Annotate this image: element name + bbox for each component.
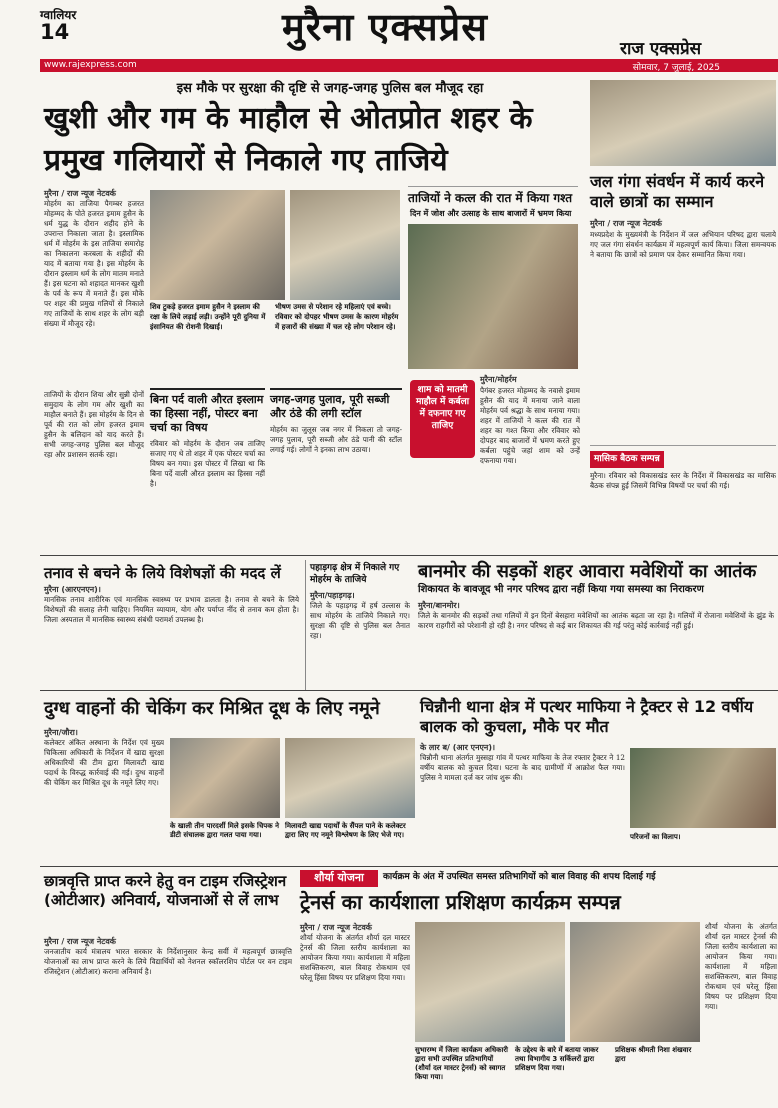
night-subheadline: दिन में जोश और उत्साह के साथ बाजारों में भ्रमण किया xyxy=(410,209,572,218)
hill-byline: मुरैना/पहाड़गढ़। xyxy=(310,591,355,600)
milk-headline: दुग्ध वाहनों की चेकिंग कर मिश्रित दूध के लिए नमूने xyxy=(44,698,380,719)
stall-box-body: मोहर्रम का जुलूस जब नगर में निकला तो जगह-जगह पुलाव, पूरी सब्जी और ठंडे पानी की स्टॉल लगाई गई। लोगों ने इनका लाभ उठाया। xyxy=(270,425,402,454)
site-url[interactable]: www.rajexpress.com xyxy=(44,60,137,70)
milk-byline: मुरैना/जौरा। xyxy=(44,728,78,737)
mafia-headline: चिन्नौनी थाना क्षेत्र में पत्थर माफिया ने ट्रैक्टर से 12 वर्षीय बालक को कुचला, मौके पर मौत xyxy=(420,697,754,736)
workshop-byline: मुरैना / राज न्यूज नेटवर्क xyxy=(300,923,372,932)
issue-date: सोमवार, 7 जुलाई, 2025 xyxy=(632,63,720,73)
workshop-headline: ट्रेनर्स का कार्यशाला प्रशिक्षण कार्यक्रम सम्पन्न xyxy=(300,890,621,914)
milk-body: कलेक्टर अंकित अस्थाना के निर्देश एवं मुख्य चिकित्सा अधिकारी के निर्देशन में खाद्य सुरक्षा अधिकारियों की टीम द्वारा मिलावटी खाद्य पदार्थ के विरुद्ध कार्रवाई की गई। दुग्ध वाहनों की चेकिंग कर मिश्रित दूध के नमूने लिए गए। xyxy=(44,738,164,787)
poster-box-body: रविवार को मोहर्रम के दौरान जब ताजिए सजाए गए थे तो शहर में एक पोस्टर चर्चा का विषय बन गया। इस पोस्टर में लिखा था कि बिना पर्दे वाली औरत इस्लाम का हिस्सा नहीं है। xyxy=(150,439,265,488)
lead-kicker: इस मौके पर सुरक्षा की दृष्टि से जगह-जगह पुलिस बल मौजूद रहा xyxy=(176,81,484,96)
milk-photo-1 xyxy=(170,738,280,818)
lead-photo-caption-2: भीषण उमस से परेशान रहे महिलाएं एवं बच्चे। रविवार को दोपहर भीषण उमस के कारण मोहर्रम में हजारों की संख्या में चल रहे लोग परेशान रहे। xyxy=(275,303,399,331)
mafia-photo xyxy=(630,748,776,828)
lead-body-col2: ताजियों के दौरान शिया और सुन्नी दोनों समुदाय के लोग गम और खुशी का माहौल बनाते हैं। इस मोहर्रम के दिन से पूर्व की रात को लोग हजरत इमाम हुसैन के बलिदान को याद करते हैं। सभी जगह-जगह पुलिस बल मौजूद रहा और प्रशासन सतर्क रहा। xyxy=(44,390,144,459)
mafia-byline: के लार ब/ (आर एनएन)। xyxy=(420,743,496,752)
brand-name: राज एक्सप्रेस xyxy=(620,39,702,59)
scholar-body: जनजातीय कार्य मंत्रालय भारत सरकार के निर्देशानुसार केन्द्र सर्वी में महत्वपूर्ण छात्रवृत्ति योजनाओं का लाभ प्राप्त करने के लिये विद्यार्थियों को नेशनल स्कॉलरशिप पोर्टल पर वन टाइम रजिस्ट्रेशन (ओटीआर) कराना अनिवार्य है। xyxy=(44,947,292,976)
lead-photo-caption-1: शिव टुकड़े हजरत इमाम हुसैन ने इस्लाम की रक्षा के लिये लड़ाई लड़ी। उन्होंने पूरी दुनिया में इंसानियत की रोशनी दिखाई। xyxy=(150,303,266,331)
edition-city: ग्वालियर xyxy=(40,8,77,22)
health-byline: मुरैना (आरएनएन)। xyxy=(44,585,101,594)
workshop-photo-2 xyxy=(570,922,700,1042)
workshop-tag: शौर्या योजना xyxy=(300,870,378,887)
poster-box xyxy=(150,388,265,548)
cattle-body: जिले के बानमोर की सड़कों तथा गलियों में इन दिनों बेसहारा मवेशियों का आतंक बढ़ता जा रहा है। गलियों में रोजाना मवेशियों के झुंड के कारण राहगीरों को परेशानी हो रही है। नगर परिषद से कई बार शिकायत की गई परंतु कोई कार्रवाई नहीं हुई। xyxy=(418,611,774,630)
hill-body: जिले के पहाड़गढ़ में हर्ष उल्लास के साथ मोहर्रम के ताजिये निकाले गए। सुरक्षा की दृष्टि से पुलिस बल तैनात रहा। xyxy=(310,601,410,640)
milk-photo-caption-2: मिलावटी खाद्य पदार्थों के सैंपल पाने के कलेक्टर द्वारा लिए गए नमूने विश्लेषण के लिए भेजे गए। xyxy=(285,822,406,839)
meeting-title: मासिक बैठक सम्पन्न xyxy=(590,451,664,468)
workshop-caption-3: प्रशिक्षक श्रीमती निशा शंखवार द्वारा xyxy=(615,1046,692,1063)
water-headline: जल गंगा संवर्धन में कार्य करने वाले छात्रों का सम्मान xyxy=(590,172,765,211)
night-headline: ताजियों ने कत्ल की रात में किया गश्त xyxy=(408,191,573,205)
water-body: मध्यप्रदेश के मुख्यमंत्री के निर्देशन में जल अभियान परिषद द्वारा चलाये गए जल गंगा संवर्धन कार्यक्रम में महत्वपूर्ण कार्य किया। जिला समन्वयक ने बताया कि छात्रों को प्रमाण पत्र देकर सम्मानित किया गया। xyxy=(590,230,776,259)
mafia-photo-caption: परिजनों का विलाप। xyxy=(630,833,681,841)
health-body: मानसिक तनाव शारीरिक एवं मानसिक स्वास्थ्य पर प्रभाव डालता है। तनाव से बचने के लिये विशेषज्ञों की सलाह लेनी चाहिए। नियमित व्यायाम, योग और पर्याप्त नींद से तनाव कम होता है। जिला अस्पताल में मानसिक स्वास्थ्य संबंधी परामर्श उपलब्ध है। xyxy=(44,595,299,624)
night-body: पैगंबर हजरत मोहम्मद के नवासे इमाम हुसैन की याद में मनाया जाने वाला मोहर्रम पर्व श्रद्धा के साथ मनाया गया। शहर में ताजियों ने कत्ल की रात में शहर का गश्त किया और रविवार को दोपहर बाद बाजारों में भ्रमण करते हुए कर्बला पहुंचे जहां शाम को उन्हें दफनाया गया। xyxy=(480,386,580,465)
stall-box xyxy=(270,388,402,548)
mafia-body: चिन्नौनी थाना अंतर्गत मुस्सहा गांव में पत्थर माफिया के तेज रफ्तार ट्रैक्टर ने 12 वर्षीय बालक को कुचल दिया। घटना के बाद ग्रामीणों में आक्रोश फैल गया। पुलिस ने मामला दर्ज कर जांच शुरू की। xyxy=(420,753,625,782)
lead-body-col1: मोहर्रम का ताजिया पैगम्बर हजरत मोहम्मद के पोते हजरत इमाम हुसैन के धर्म युद्ध के दौरान शहीद होने के उपरान्त निकाला जाता है। इस्लामिक धर्म में मोहर्रम के इस ताजिया समारोह का निकालना करबला के शहीदों की याद में बताया गया है। इस मोहर्रम के दौरान इस्लाम धर्म के लोग मातम मनाते हैं। इस घटना को शहादत मानकर खुशी के पर्व के रूप में मनाते हैं। इस मौके पर शहर की प्रमुख गलियों से निकाले गए ताजियों के साथ शहर के लोग बड़ी संख्या में मौजूद रहे। xyxy=(44,199,144,328)
workshop-photo-1 xyxy=(415,922,565,1042)
workshop-body: शौर्या योजना के अंतर्गत शौर्या दल मास्टर ट्रेनर्स की जिला स्तरीय कार्यशाला का आयोजन किया गया। कार्यशाला में महिला सशक्तिकरण, बाल विवाह रोकथाम एवं घरेलू हिंसा विषय पर प्रशिक्षण दिया गया। xyxy=(300,933,410,982)
meeting-body: मुरैना। रविवार को विकासखंड स्तर के निर्देश में विकासखंड का मासिक बैठक संपन्न हुई जिसमें विभिन्न विषयों पर चर्चा की गई। xyxy=(590,471,776,490)
scholar-byline: मुरैना / राज न्यूज नेटवर्क xyxy=(44,937,116,946)
workshop-caption-1: सुभारम्भ में जिला कार्यक्रम अधिकारी द्वारा सभी उपस्थित प्रतिभागियों (शौर्या दल मास्टर ट्रेनर्स) को स्वागत किया गया। xyxy=(415,1046,508,1081)
health-headline: तनाव से बचने के लिये विशेषज्ञों की मदद लें xyxy=(44,564,281,582)
night-photo xyxy=(408,224,578,369)
meeting-box xyxy=(590,445,776,550)
milk-photo-caption-1: के खाली तीन पारदर्शी मिले इसके चिपक ने डीटी संचालक द्वारा गलत पाया गया। xyxy=(170,822,279,839)
lead-photo-crowd xyxy=(290,190,400,300)
water-byline: मुरैना / राज न्यूज नेटवर्क xyxy=(590,219,662,228)
cattle-byline: मुरैना/बानमोर। xyxy=(418,601,460,610)
workshop-body-col2: शौर्या योजना के अंतर्गत शौर्या दल मास्टर ट्रेनर्स की जिला स्तरीय कार्यशाला का आयोजन किया गया। कार्यशाला में महिला सशक्तिकरण, बाल विवाह रोकथाम एवं घरेलू हिंसा विषय पर प्रशिक्षण दिया गया। xyxy=(705,922,777,1011)
night-byline: मुरैना/मोहर्रम xyxy=(480,375,517,384)
page-number: 14 xyxy=(40,20,70,44)
milk-photo-2 xyxy=(285,738,415,818)
header-strip xyxy=(40,59,778,72)
workshop-kicker: कार्यक्रम के अंत में उपस्थित समस्त प्रतिभागियों को बाल विवाह की शपथ दिलाई गई xyxy=(383,872,656,882)
cattle-headline: बानमोर की सड़कों शहर आवारा मवेशियों का आतंक xyxy=(418,561,757,582)
night-callout: शाम को मातमी माहौल में कर्बला में दफनाए गए ताजिए xyxy=(410,380,475,458)
stall-box-title: जगह-जगह पुलाव, पूरी सब्जी और ठंडे की लगी स्टॉल xyxy=(270,393,390,420)
lead-byline: मुरैना / राज न्यूज नेटवर्क xyxy=(44,189,116,198)
cattle-subheadline: शिकायत के बावजूद भी नगर परिषद द्वारा नहीं किया गया समस्या का निराकरण xyxy=(418,584,704,595)
water-photo xyxy=(590,80,776,166)
scholar-headline: छात्रवृत्ति प्राप्त करने हेतु वन टाइम रजिस्ट्रेशन (ओटीआर) अनिवार्य, योजनाओं से लें लाभ xyxy=(44,872,287,909)
lead-photo-procession xyxy=(150,190,285,300)
lead-headline: खुशी और गम के माहौल से ओतप्रोत शहर के प्रमुख गलियारों से निकाले गए ताजिये xyxy=(44,101,533,178)
poster-box-title: बिना पर्द वाली औरत इस्लाम का हिस्सा नहीं, पोस्टर बना चर्चा का विषय xyxy=(150,393,264,434)
hill-headline: पहाड़गढ़ क्षेत्र में निकाले गए मोहर्रम के ताजिये xyxy=(310,563,400,585)
workshop-caption-2: के उद्देश्य के बारे में बताया जाकर तथा विभागीय 3 सर्किलरों द्वारा प्रशिक्षण दिया गया। xyxy=(515,1046,599,1072)
masthead-title: मुरैना एक्सप्रेस xyxy=(282,4,488,49)
